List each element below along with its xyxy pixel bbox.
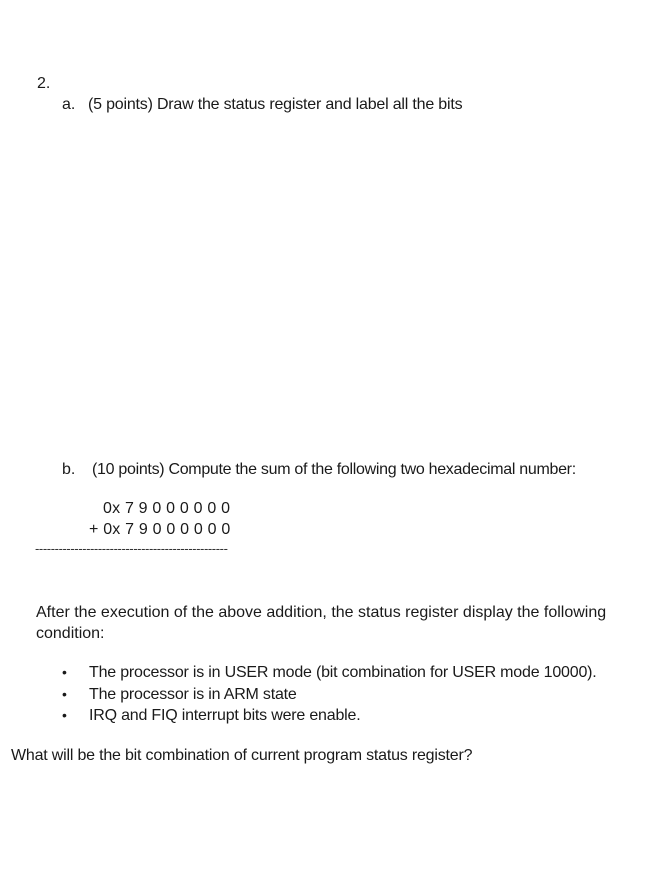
bullet-icon: • [62,707,67,723]
part-b-letter: b. [62,461,76,478]
bullet-text: IRQ and FIQ interrupt bits were enable. [89,707,361,724]
part-b-prompt: (10 points) Compute the sum of the following two hexadecimal number: [92,461,576,478]
part-a-letter: a. [62,96,76,113]
list-item [62,664,597,686]
part-a-prompt: (5 points) Draw the status register and label all the bits [88,96,463,113]
bullet-icon: • [62,685,67,702]
question-number: 2. [37,75,51,92]
list-item [62,686,597,708]
bullet-text: The processor is in USER mode (bit combination for USER mode 10000). [89,664,597,681]
condition-bullet-list [62,664,597,729]
bullet-icon: • [62,664,67,680]
bullet-text: The processor is in ARM state [89,685,297,703]
sum-divider-line: ------------------------------------------------- [35,541,228,556]
list-item [62,707,597,729]
condition-paragraph: After the execution of the above addition, the status register display the following condition: [36,604,607,642]
final-question: What will be the bit combination of current program status register? [11,747,473,764]
hex-operand-1: 0x 7 9 0 0 0 0 0 0 [103,500,231,517]
hex-operand-2: + 0x 7 9 0 0 0 0 0 0 [89,521,231,538]
